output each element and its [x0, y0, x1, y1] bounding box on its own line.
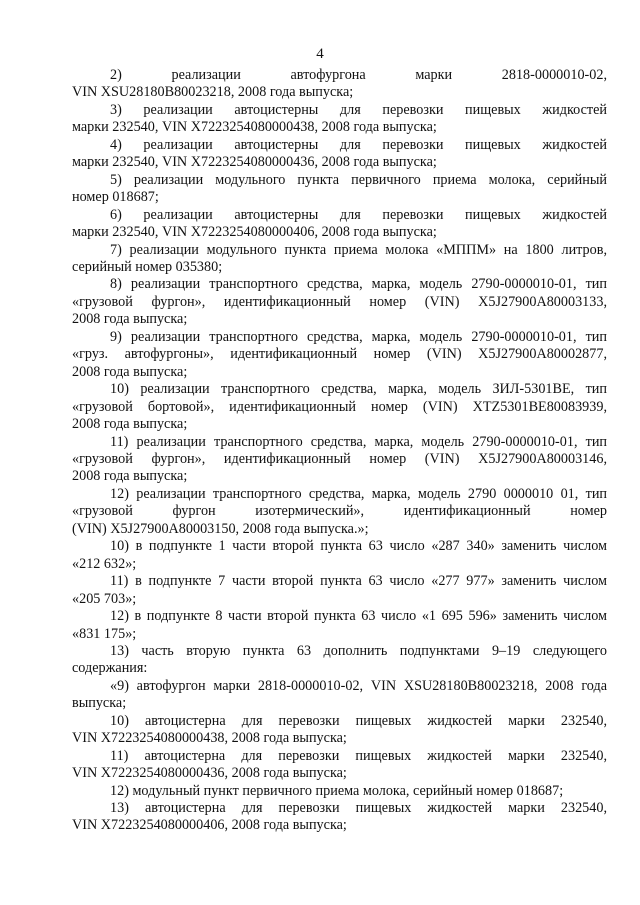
paragraph-line: 7) реализации модульного пункта приема молока «МППМ» на 1800 литров,: [110, 241, 607, 258]
paragraph-line: 12) реализации транспортного средства, марка, модель 2790 0000010 01, тип: [110, 485, 607, 502]
paragraph-line: «9) автофургон марки 2818-0000010-02, VIN XSU28180B80023218, 2008 года: [110, 677, 607, 694]
paragraph-continuation: 2008 года выпуска;: [72, 363, 188, 380]
paragraph-continuation: серийный номер 035380;: [72, 258, 223, 275]
paragraph-continuation: «грузовой фургон изотермический», идентификационный номер: [72, 503, 607, 520]
page-number: 4: [316, 46, 324, 62]
paragraph-continuation: VIN X7223254080000406, 2008 года выпуска;: [72, 817, 347, 834]
paragraph-continuation: VIN XSU28180B80023218, 2008 года выпуска;: [72, 84, 354, 101]
paragraph-continuation: VIN X7223254080000438, 2008 года выпуска;: [72, 730, 347, 747]
paragraph-line: 10) автоцистерна для перевозки пищевых жидкостей марки 232540,: [110, 712, 607, 729]
paragraph-continuation: «831 175»;: [72, 625, 137, 642]
paragraph-continuation: содержания:: [72, 660, 148, 677]
paragraph-continuation: 2008 года выпуска;: [72, 311, 188, 328]
paragraph-line: 11) автоцистерна для перевозки пищевых жидкостей марки 232540,: [110, 747, 607, 764]
paragraph-continuation: выпуска;: [72, 695, 127, 712]
paragraph-line: 4) реализации автоцистерны для перевозки пищевых жидкостей: [110, 136, 607, 153]
document-body: [72, 67, 607, 835]
paragraph-continuation: «грузовой фургон», идентификационный номер (VIN) X5J27900A80003146,: [72, 450, 607, 467]
paragraph-line: 11) реализации транспортного средства, марка, модель 2790-0000010-01, тип: [110, 433, 607, 450]
paragraph-continuation: марки 232540, VIN X7223254080000438, 2008 года выпуска;: [72, 119, 437, 136]
paragraph-continuation: номер 018687;: [72, 189, 159, 206]
paragraph-line: 10) реализации транспортного средства, марка, модель ЗИЛ-5301ВЕ, тип: [110, 381, 607, 398]
paragraph-continuation: (VIN) X5J27900A80003150, 2008 года выпуска.»;: [72, 520, 369, 537]
paragraph-line: 9) реализации транспортного средства, марка, модель 2790-0000010-01, тип: [110, 328, 607, 345]
paragraph-continuation: «205 703»;: [72, 590, 137, 607]
paragraph-line: 11) в подпункте 7 части второй пункта 63 число «277 977» заменить числом: [110, 573, 607, 590]
paragraph-continuation: «212 632»;: [72, 555, 137, 572]
paragraph-line: 5) реализации модульного пункта первичного приема молока, серийный: [110, 171, 607, 188]
paragraph-line: 8) реализации транспортного средства, марка, модель 2790-0000010-01, тип: [110, 276, 607, 293]
paragraph-line: 3) реализации автоцистерны для перевозки пищевых жидкостей: [110, 101, 607, 118]
paragraph-line: 13) автоцистерна для перевозки пищевых жидкостей марки 232540,: [110, 800, 607, 817]
paragraph-continuation: марки 232540, VIN X7223254080000406, 2008 года выпуска;: [72, 224, 437, 241]
paragraph-line: 13) часть вторую пункта 63 дополнить подпунктами 9–19 следующего: [110, 642, 607, 659]
paragraph-line: 12) модульный пункт первичного приема молока, серийный номер 018687;: [110, 782, 564, 799]
paragraph-line: 6) реализации автоцистерны для перевозки пищевых жидкостей: [110, 206, 607, 223]
paragraph-continuation: марки 232540, VIN X7223254080000436, 2008 года выпуска;: [72, 154, 437, 171]
paragraph-continuation: VIN X7223254080000436, 2008 года выпуска;: [72, 765, 347, 782]
paragraph-continuation: «груз. автофургоны», идентификационный номер (VIN) X5J27900A80002877,: [72, 346, 607, 363]
paragraph-continuation: 2008 года выпуска;: [72, 416, 188, 433]
paragraph-line: 12) в подпункте 8 части второй пункта 63 число «1 695 596» заменить числом: [110, 608, 607, 625]
paragraph-line: 10) в подпункте 1 части второй пункта 63 число «287 340» заменить числом: [110, 538, 607, 555]
paragraph-continuation: «грузовой фургон», идентификационный номер (VIN) X5J27900A80003133,: [72, 293, 607, 310]
paragraph-line: 2) реализации автофургона марки 2818-0000010-02,: [110, 67, 607, 83]
paragraph-continuation: «грузовой бортовой», идентификационный номер (VIN) XTZ5301BE80083939,: [72, 398, 607, 415]
paragraph-continuation: 2008 года выпуска;: [72, 468, 188, 485]
